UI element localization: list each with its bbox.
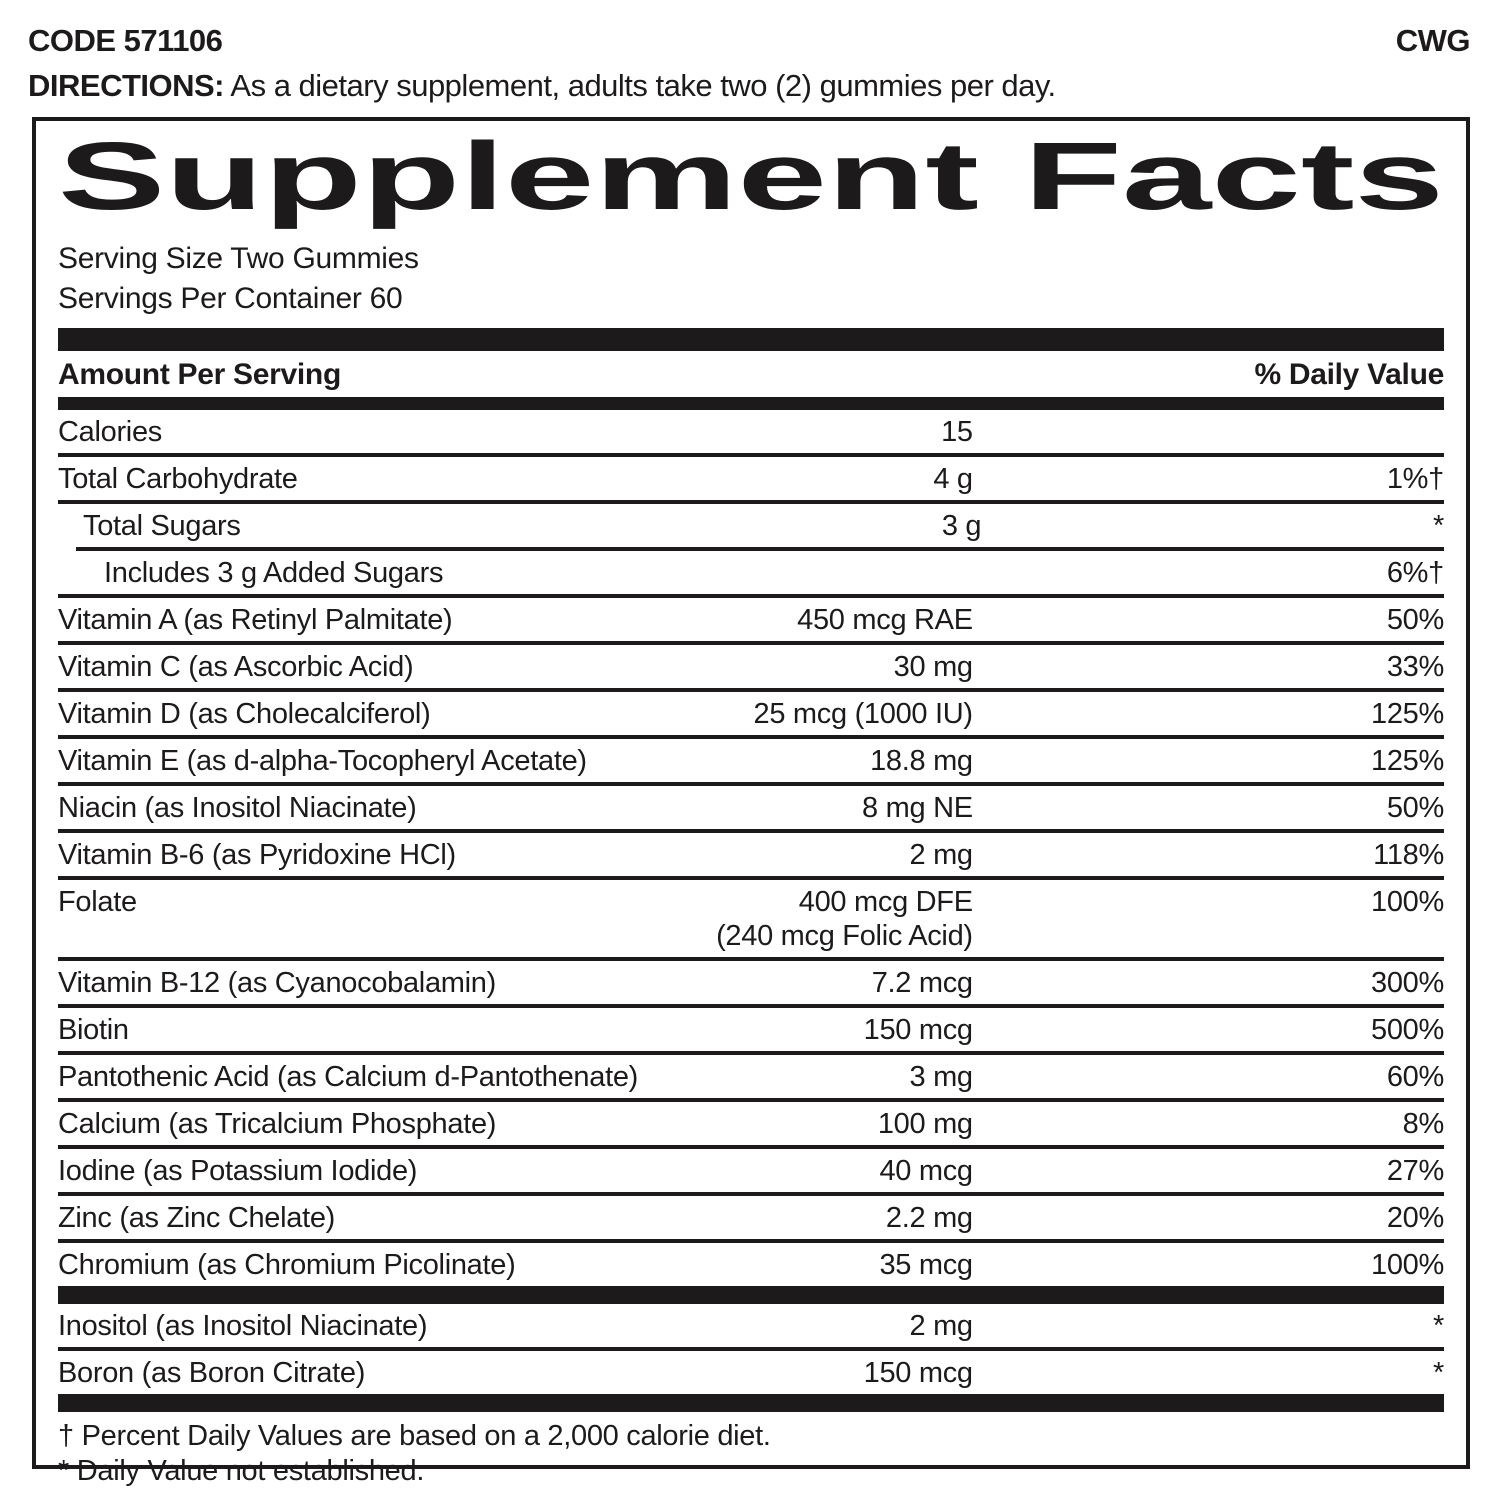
nutrient-name: Zinc (as Zinc Chelate) bbox=[58, 1202, 336, 1234]
daily-value-header: % Daily Value bbox=[1254, 358, 1444, 391]
table-row bbox=[58, 504, 1444, 547]
daily-value: 100% bbox=[1371, 886, 1444, 918]
table-row bbox=[58, 598, 1444, 641]
nutrient-name: Biotin bbox=[58, 1014, 129, 1046]
daily-value: 60% bbox=[1386, 1061, 1444, 1093]
nutrient-amount: 3 g bbox=[941, 510, 982, 542]
footnote-not-established: * Daily Value not established. bbox=[58, 1455, 425, 1487]
nutrient-amount-line1: 400 mcg DFE bbox=[798, 886, 973, 918]
divider-bar-section bbox=[58, 1286, 1444, 1304]
daily-value: 33% bbox=[1386, 651, 1444, 683]
daily-value: * bbox=[1433, 1357, 1444, 1389]
table-row bbox=[58, 645, 1444, 688]
table-row bbox=[58, 833, 1444, 876]
nutrient-amount: 3 mg bbox=[909, 1061, 973, 1093]
table-row bbox=[58, 457, 1444, 500]
nutrient-name: Pantothenic Acid (as Calcium d-Pantothenate) bbox=[58, 1061, 639, 1093]
nutrient-name: Chromium (as Chromium Picolinate) bbox=[58, 1249, 516, 1281]
nutrient-amount: 2 mg bbox=[909, 1310, 973, 1342]
nutrient-name: Niacin (as Inositol Niacinate) bbox=[58, 792, 417, 824]
nutrient-name: Vitamin B-6 (as Pyridoxine HCl) bbox=[58, 839, 456, 871]
column-headers bbox=[58, 351, 1444, 397]
daily-value: 500% bbox=[1371, 1014, 1444, 1046]
directions-label: DIRECTIONS: bbox=[28, 68, 224, 103]
daily-value: 118% bbox=[1373, 839, 1444, 871]
daily-value: * bbox=[1433, 1310, 1444, 1342]
daily-value: 27% bbox=[1386, 1155, 1444, 1187]
nutrient-name: Vitamin B-12 (as Cyanocobalamin) bbox=[58, 967, 496, 999]
nutrient-amount-line2: (240 mcg Folic Acid) bbox=[716, 920, 973, 952]
nutrient-name: Vitamin D (as Cholecalciferol) bbox=[58, 698, 431, 730]
code-line bbox=[28, 24, 1470, 58]
nutrient-name: Calories bbox=[58, 416, 162, 448]
nutrient-amount: 30 mg bbox=[893, 651, 973, 683]
nutrient-name: Inositol (as Inositol Niacinate) bbox=[58, 1310, 428, 1342]
directions bbox=[28, 68, 1470, 104]
nutrient-amount: 2.2 mg bbox=[885, 1202, 973, 1234]
footnotes bbox=[58, 1419, 1444, 1489]
nutrient-amount: 18.8 mg bbox=[870, 745, 973, 777]
table-row bbox=[58, 1008, 1444, 1051]
table-row bbox=[58, 1102, 1444, 1145]
nutrient-name: Vitamin A (as Retinyl Palmitate) bbox=[58, 604, 453, 636]
nutrient-amount: 15 bbox=[941, 416, 973, 448]
daily-value: 20% bbox=[1386, 1202, 1444, 1234]
nutrient-name: Total Carbohydrate bbox=[58, 463, 298, 495]
table-row bbox=[58, 692, 1444, 735]
daily-value: 125% bbox=[1371, 698, 1444, 730]
table-row bbox=[58, 1196, 1444, 1239]
nutrient-amount: 2 mg bbox=[909, 839, 973, 871]
footnote-daily-values: † Percent Daily Values are based on a 2,000 calorie diet. bbox=[58, 1420, 771, 1452]
panel-title-graphic bbox=[58, 123, 1444, 233]
nutrient-name: Includes 3 g Added Sugars bbox=[104, 557, 444, 589]
table-row bbox=[58, 880, 1444, 957]
daily-value: 300% bbox=[1371, 967, 1444, 999]
nutrient-amount: 40 mcg bbox=[879, 1155, 973, 1187]
nutrient-name: Calcium (as Tricalcium Phosphate) bbox=[58, 1108, 497, 1140]
amount-per-serving-header: Amount Per Serving bbox=[58, 358, 341, 391]
table-row bbox=[58, 786, 1444, 829]
nutrient-amount: 7.2 mcg bbox=[871, 967, 973, 999]
table-row bbox=[58, 1304, 1444, 1347]
table-row bbox=[58, 1243, 1444, 1286]
nutrient-amount bbox=[137, 885, 973, 953]
table-row bbox=[58, 961, 1444, 1004]
panel-title: Supplement Facts bbox=[58, 123, 1444, 230]
product-code: CODE 571106 bbox=[28, 23, 223, 58]
nutrient-amount: 100 mg bbox=[877, 1108, 973, 1140]
daily-value: 6%† bbox=[1386, 557, 1444, 589]
servings-per-container: Servings Per Container 60 bbox=[58, 282, 403, 315]
nutrient-name: Vitamin E (as d-alpha-Tocopheryl Acetate) bbox=[58, 745, 587, 777]
divider-bar-header bbox=[58, 397, 1444, 410]
daily-value: 1%† bbox=[1386, 463, 1444, 495]
nutrient-name: Boron (as Boron Citrate) bbox=[58, 1357, 366, 1389]
nutrient-name: Vitamin C (as Ascorbic Acid) bbox=[58, 651, 414, 683]
serving-info bbox=[58, 239, 1444, 319]
daily-value: * bbox=[1433, 510, 1444, 542]
nutrient-amount: 450 mcg RAE bbox=[797, 604, 973, 636]
divider-bar-top bbox=[58, 328, 1444, 351]
page-header bbox=[0, 0, 1500, 104]
table-row bbox=[58, 410, 1444, 453]
nutrient-amount: 25 mcg (1000 IU) bbox=[753, 698, 973, 730]
nutrient-amount: 35 mcg bbox=[879, 1249, 973, 1281]
nutrient-amount: 150 mcg bbox=[863, 1014, 973, 1046]
daily-value: 125% bbox=[1371, 745, 1444, 777]
daily-value: 100% bbox=[1371, 1249, 1444, 1281]
table-row bbox=[58, 1351, 1444, 1394]
serving-size: Serving Size Two Gummies bbox=[58, 242, 419, 275]
supplement-facts-panel bbox=[32, 117, 1470, 1487]
nutrient-name: Iodine (as Potassium Iodide) bbox=[58, 1155, 418, 1187]
nutrient-amount: 4 g bbox=[933, 463, 973, 495]
daily-value: 50% bbox=[1386, 604, 1444, 636]
nutrient-name: Total Sugars bbox=[83, 510, 241, 542]
table-row bbox=[58, 1149, 1444, 1192]
table-row bbox=[58, 551, 1444, 594]
daily-value: 8% bbox=[1402, 1108, 1444, 1140]
directions-text: As a dietary supplement, adults take two (2) gummies per day. bbox=[224, 68, 1056, 103]
nutrient-amount: 8 mg NE bbox=[862, 792, 973, 824]
daily-value: 50% bbox=[1386, 792, 1444, 824]
table-row bbox=[58, 739, 1444, 782]
corner-tag: CWG bbox=[1395, 23, 1470, 58]
divider-bar-bottom bbox=[58, 1394, 1444, 1412]
nutrient-name: Folate bbox=[58, 886, 137, 918]
nutrient-amount: 150 mcg bbox=[863, 1357, 973, 1389]
table-row bbox=[58, 1055, 1444, 1098]
